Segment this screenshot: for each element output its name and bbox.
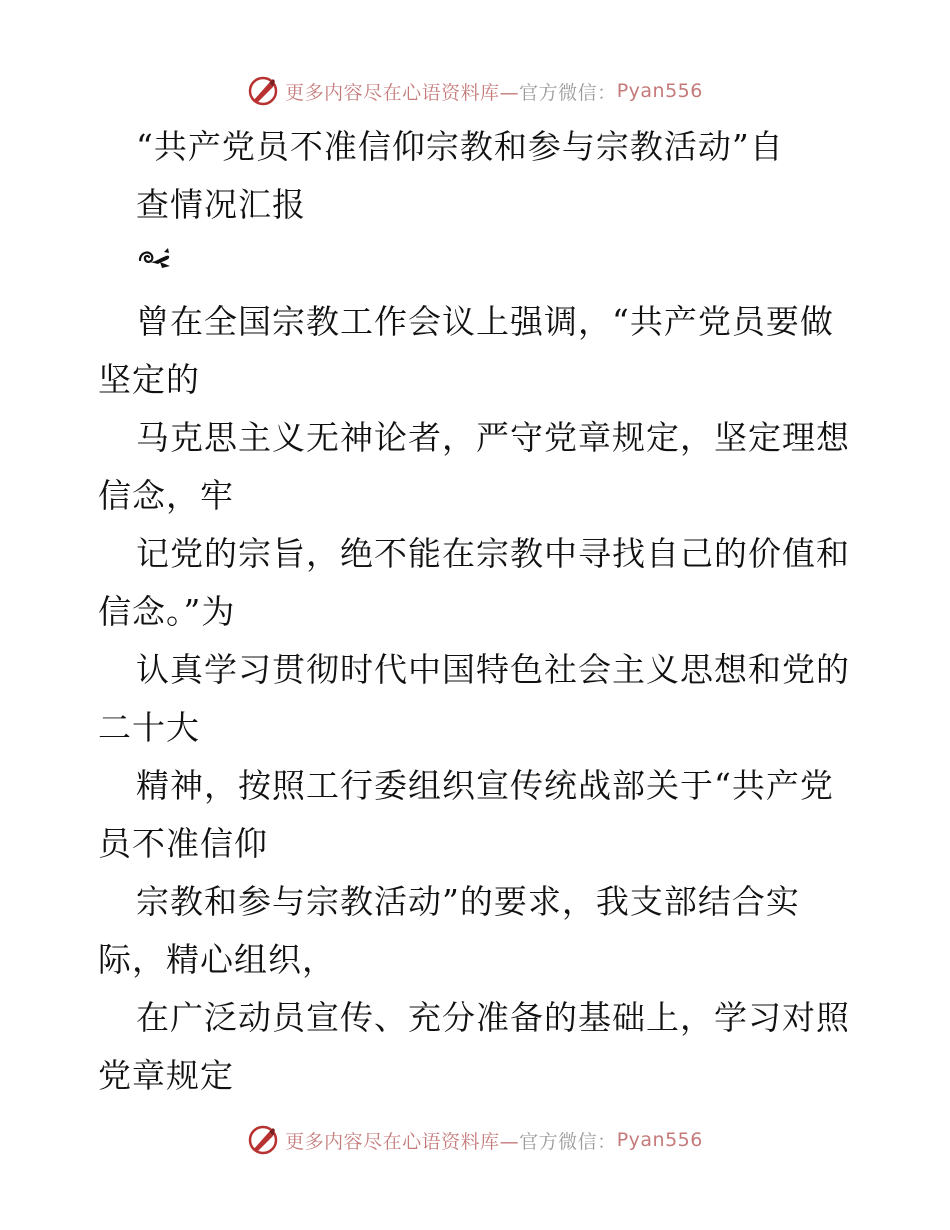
banner-main-text: 更多内容尽在心语资料库— [285, 81, 520, 104]
document-title-line-1: “共产党员不准信仰宗教和参与宗教活动”自 [136, 127, 784, 166]
paragraph-line: 信念。”为 [98, 592, 236, 631]
paragraph-line: 际，精心组织， [98, 940, 336, 979]
header-banner [0, 71, 950, 111]
document-title-line-2: 查情况汇报 [136, 185, 306, 224]
banner-wechat-id: Pyan556 [616, 80, 703, 102]
paragraph-line: 信念，牢 [98, 476, 234, 515]
paragraph-line: 在广泛动员宣传、充分准备的基础上，学习对照 [136, 998, 850, 1037]
paragraph-line: 宗教和参与宗教活动”的要求，我支部结合实 [136, 882, 800, 921]
banner-wechat-id: Pyan556 [616, 1129, 703, 1151]
paragraph-line: 曾在全国宗教工作会议上强调，“共产党员要做 [136, 302, 834, 341]
paragraph-line: 坚定的 [98, 360, 200, 399]
paragraph-line: 员不准信仰 [98, 824, 268, 863]
banner-wechat-label: 官方微信： [519, 1130, 617, 1153]
pen-logo-icon [247, 1124, 279, 1156]
paragraph-line: 记党的宗旨，绝不能在宗教中寻找自己的价值和 [136, 534, 850, 573]
paragraph-line: 二十大 [98, 708, 200, 747]
banner-main-text: 更多内容尽在心语资料库— [285, 1130, 520, 1153]
banner-wechat-label: 官方微信： [519, 81, 617, 104]
paragraph-line: 精神，按照工行委组织宣传统战部关于“共产党 [136, 766, 834, 805]
fleuron-icon [136, 246, 174, 274]
paragraph-line: 认真学习贯彻时代中国特色社会主义思想和党的 [136, 650, 850, 689]
pen-logo-icon [247, 75, 279, 107]
paragraph-line: 马克思主义无神论者，严守党章规定，坚定理想 [136, 418, 850, 457]
footer-banner [0, 1120, 950, 1160]
paragraph-line: 党章规定 [98, 1056, 234, 1095]
